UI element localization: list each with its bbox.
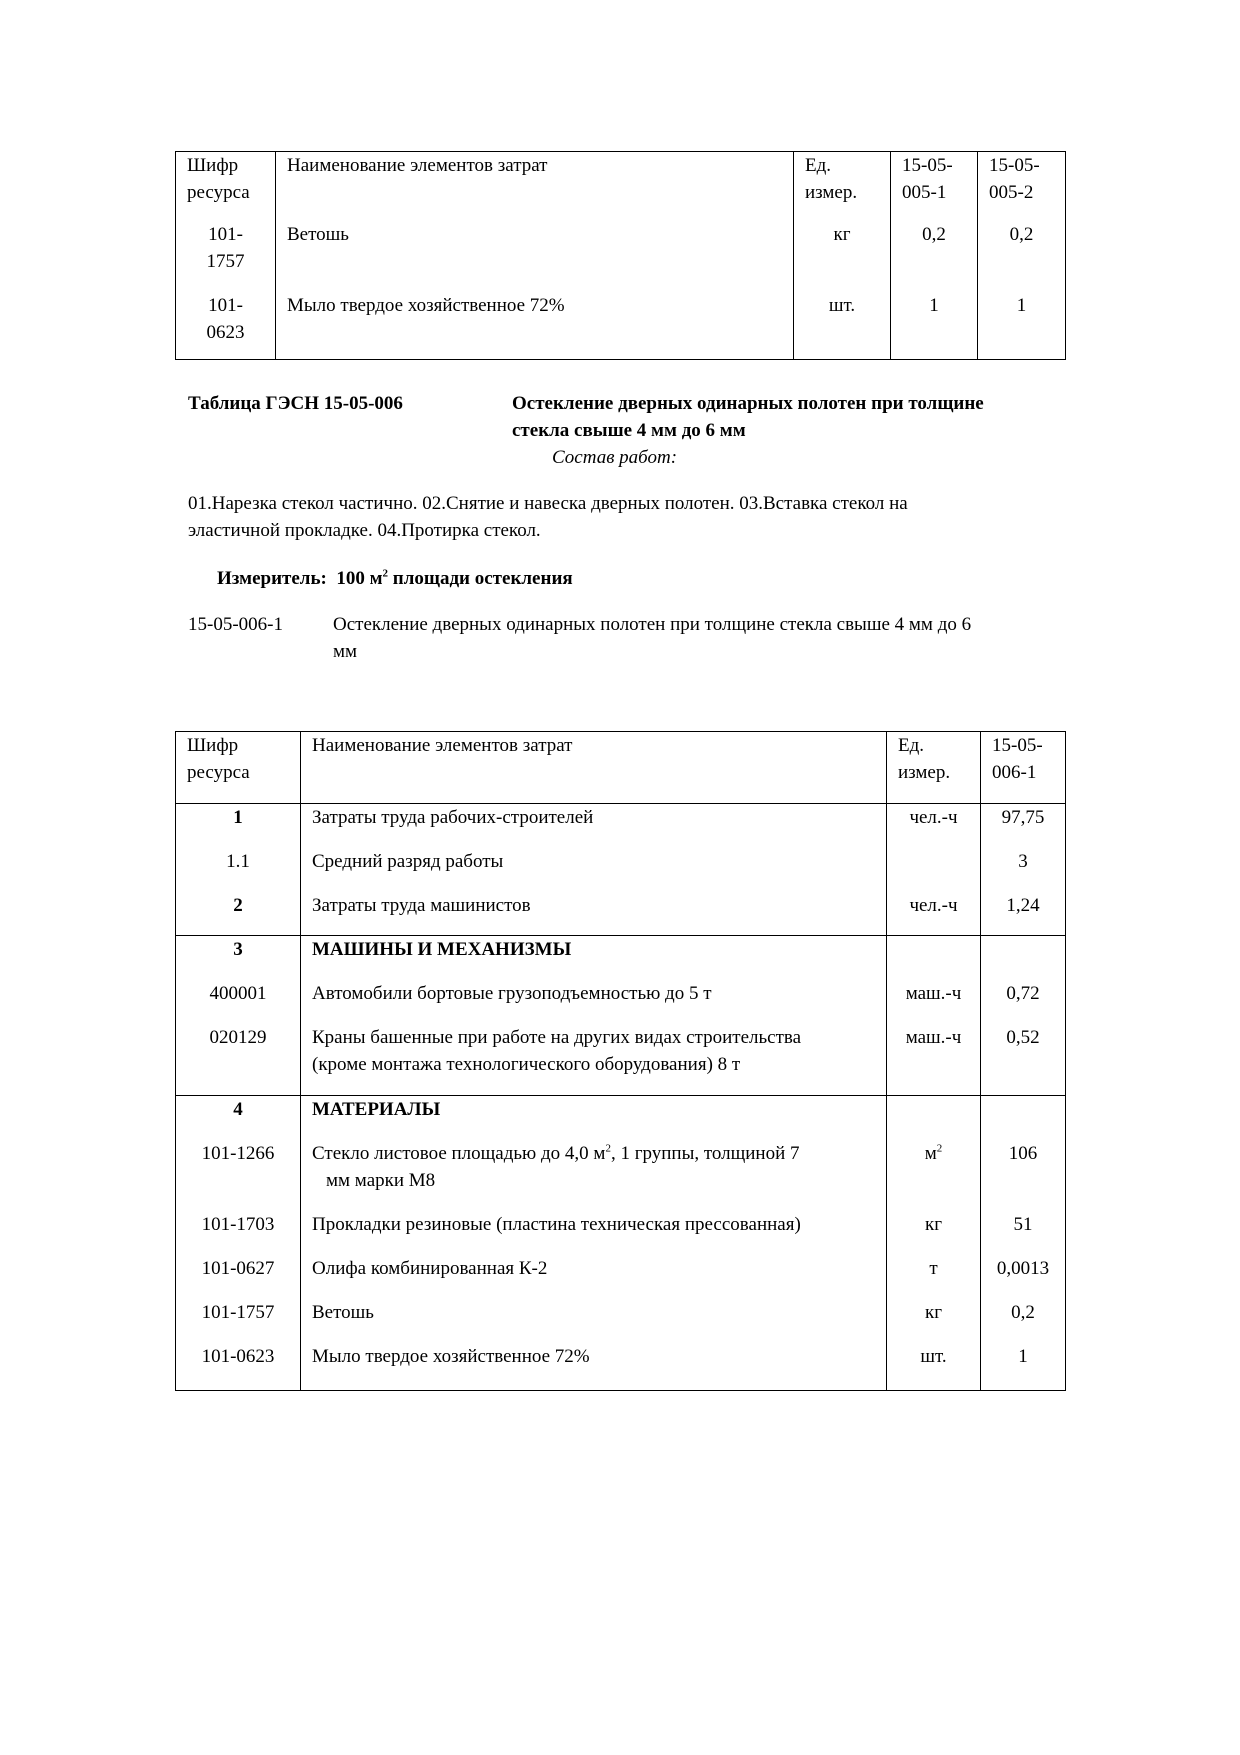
cell-code: 1 [176, 804, 301, 848]
cell-name: Затраты труда рабочих-строителей [301, 804, 887, 848]
meter-line [217, 565, 573, 592]
work-composition-text: 01.Нарезка стекол частично. 02.Снятие и навеска дверных полотен. 03.Вставка стекол на эластичной прокладке. 04.Протирка стекол. [188, 493, 908, 541]
norm-text: Остекление дверных одинарных полотен при толщине стекла свыше 4 мм до 6 мм [333, 614, 972, 662]
cell-name: МАШИНЫ И МЕХАНИЗМЫ [301, 936, 887, 980]
meter-value: 100 $м^2$ площади остекления [336, 567, 573, 589]
cell-code: 101-1266 [176, 1140, 301, 1211]
table-row [176, 1140, 1066, 1211]
table-header-row [176, 152, 1066, 218]
cell-value: 1 [981, 1343, 1066, 1391]
cell-code: 3 [176, 936, 301, 980]
cell-unit: $м^2$ [887, 1140, 981, 1211]
table-row [176, 1299, 1066, 1343]
cell-unit [887, 936, 981, 980]
table-row [176, 1255, 1066, 1299]
cell-value-2: 1 [978, 289, 1066, 360]
table-row [176, 1024, 1066, 1096]
cell-code: 4 [176, 1096, 301, 1140]
cell-name: Автомобили бортовые грузоподъемностью до 5 т [301, 980, 887, 1024]
cell-name: Средний разряд работы [301, 848, 887, 892]
cell-value-2: 0,2 [978, 218, 1066, 289]
header-col2: 15-05- 005-2 [978, 152, 1066, 218]
table-row [176, 218, 1066, 289]
cell-code: 101- 0623 [176, 289, 276, 360]
cell-name: Стекло листовое площадью до 4,0 $м^2$, 1 группы, толщиной 7 мм марки М8 [301, 1140, 887, 1211]
cell-name: Олифа комбинированная К-2 [301, 1255, 887, 1299]
header-unit: Ед. измер. [794, 152, 891, 218]
cell-unit: чел.-ч [887, 804, 981, 848]
cell-name: Мыло твердое хозяйственное 72% [301, 1343, 887, 1391]
cell-unit: чел.-ч [887, 892, 981, 936]
cell-value: 97,75 [981, 804, 1066, 848]
cell-value: 51 [981, 1211, 1066, 1255]
cell-value: 0,52 [981, 1024, 1066, 1096]
cell-code: 2 [176, 892, 301, 936]
table-header-row [176, 732, 1066, 804]
table-label: Таблица ГЭСН 15-05-006 [188, 393, 403, 414]
cell-name: Затраты труда машинистов [301, 892, 887, 936]
cell-value: 0,72 [981, 980, 1066, 1024]
cell-name: МАТЕРИАЛЫ [301, 1096, 887, 1140]
cell-value-1: 0,2 [891, 218, 978, 289]
cell-unit: шт. [887, 1343, 981, 1391]
cell-value [981, 936, 1066, 980]
cell-unit: кг [794, 218, 891, 289]
cell-code: 1.1 [176, 848, 301, 892]
cell-value [981, 1096, 1066, 1140]
header-col1: 15-05- 005-1 [891, 152, 978, 218]
table-title: Остекление дверных одинарных полотен при толщине стекла свыше 4 мм до 6 мм [512, 393, 984, 441]
resource-table-1 [175, 151, 1066, 360]
cell-unit: кг [887, 1211, 981, 1255]
cell-unit: кг [887, 1299, 981, 1343]
norm-code: 15-05-006-1 [188, 614, 283, 635]
table-row [176, 1211, 1066, 1255]
cell-code: 020129 [176, 1024, 301, 1096]
cell-code: 101-1757 [176, 1299, 301, 1343]
table-row [176, 1343, 1066, 1391]
cell-value: 0,2 [981, 1299, 1066, 1343]
cell-name: Ветошь [301, 1299, 887, 1343]
table-row [176, 980, 1066, 1024]
cell-code: 101-0623 [176, 1343, 301, 1391]
table-row [176, 804, 1066, 848]
cell-value: 0,0013 [981, 1255, 1066, 1299]
work-heading: Состав работ: [552, 447, 678, 468]
cell-name: Мыло твердое хозяйственное 72% [276, 289, 794, 360]
cell-code: 101-0627 [176, 1255, 301, 1299]
table-row [176, 936, 1066, 980]
header-name: Наименование элементов затрат [301, 732, 887, 804]
table-row [176, 892, 1066, 936]
resource-table-2 [175, 731, 1066, 1391]
cell-code: 101-1703 [176, 1211, 301, 1255]
header-code: Шифр ресурса [176, 152, 276, 218]
cell-unit [887, 848, 981, 892]
cell-unit: т [887, 1255, 981, 1299]
cell-unit: маш.-ч [887, 1024, 981, 1096]
cell-value: 1,24 [981, 892, 1066, 936]
cell-value: 106 [981, 1140, 1066, 1211]
header-name: Наименование элементов затрат [276, 152, 794, 218]
cell-unit: маш.-ч [887, 980, 981, 1024]
table-row [176, 289, 1066, 360]
cell-name: Прокладки резиновые (пластина техническая прессованная) [301, 1211, 887, 1255]
header-code: Шифр ресурса [176, 732, 301, 804]
cell-code: 101- 1757 [176, 218, 276, 289]
cell-name: Краны башенные при работе на других видах строительства (кроме монтажа технологического оборудования) 8 т [301, 1024, 887, 1096]
table-row [176, 848, 1066, 892]
meter-label: Измеритель: [217, 568, 327, 589]
table-row [176, 1096, 1066, 1140]
cell-code: 400001 [176, 980, 301, 1024]
cell-name: Ветошь [276, 218, 794, 289]
cell-unit [887, 1096, 981, 1140]
header-col1: 15-05- 006-1 [981, 732, 1066, 804]
header-unit: Ед. измер. [887, 732, 981, 804]
cell-value-1: 1 [891, 289, 978, 360]
cell-unit: шт. [794, 289, 891, 360]
cell-value: 3 [981, 848, 1066, 892]
